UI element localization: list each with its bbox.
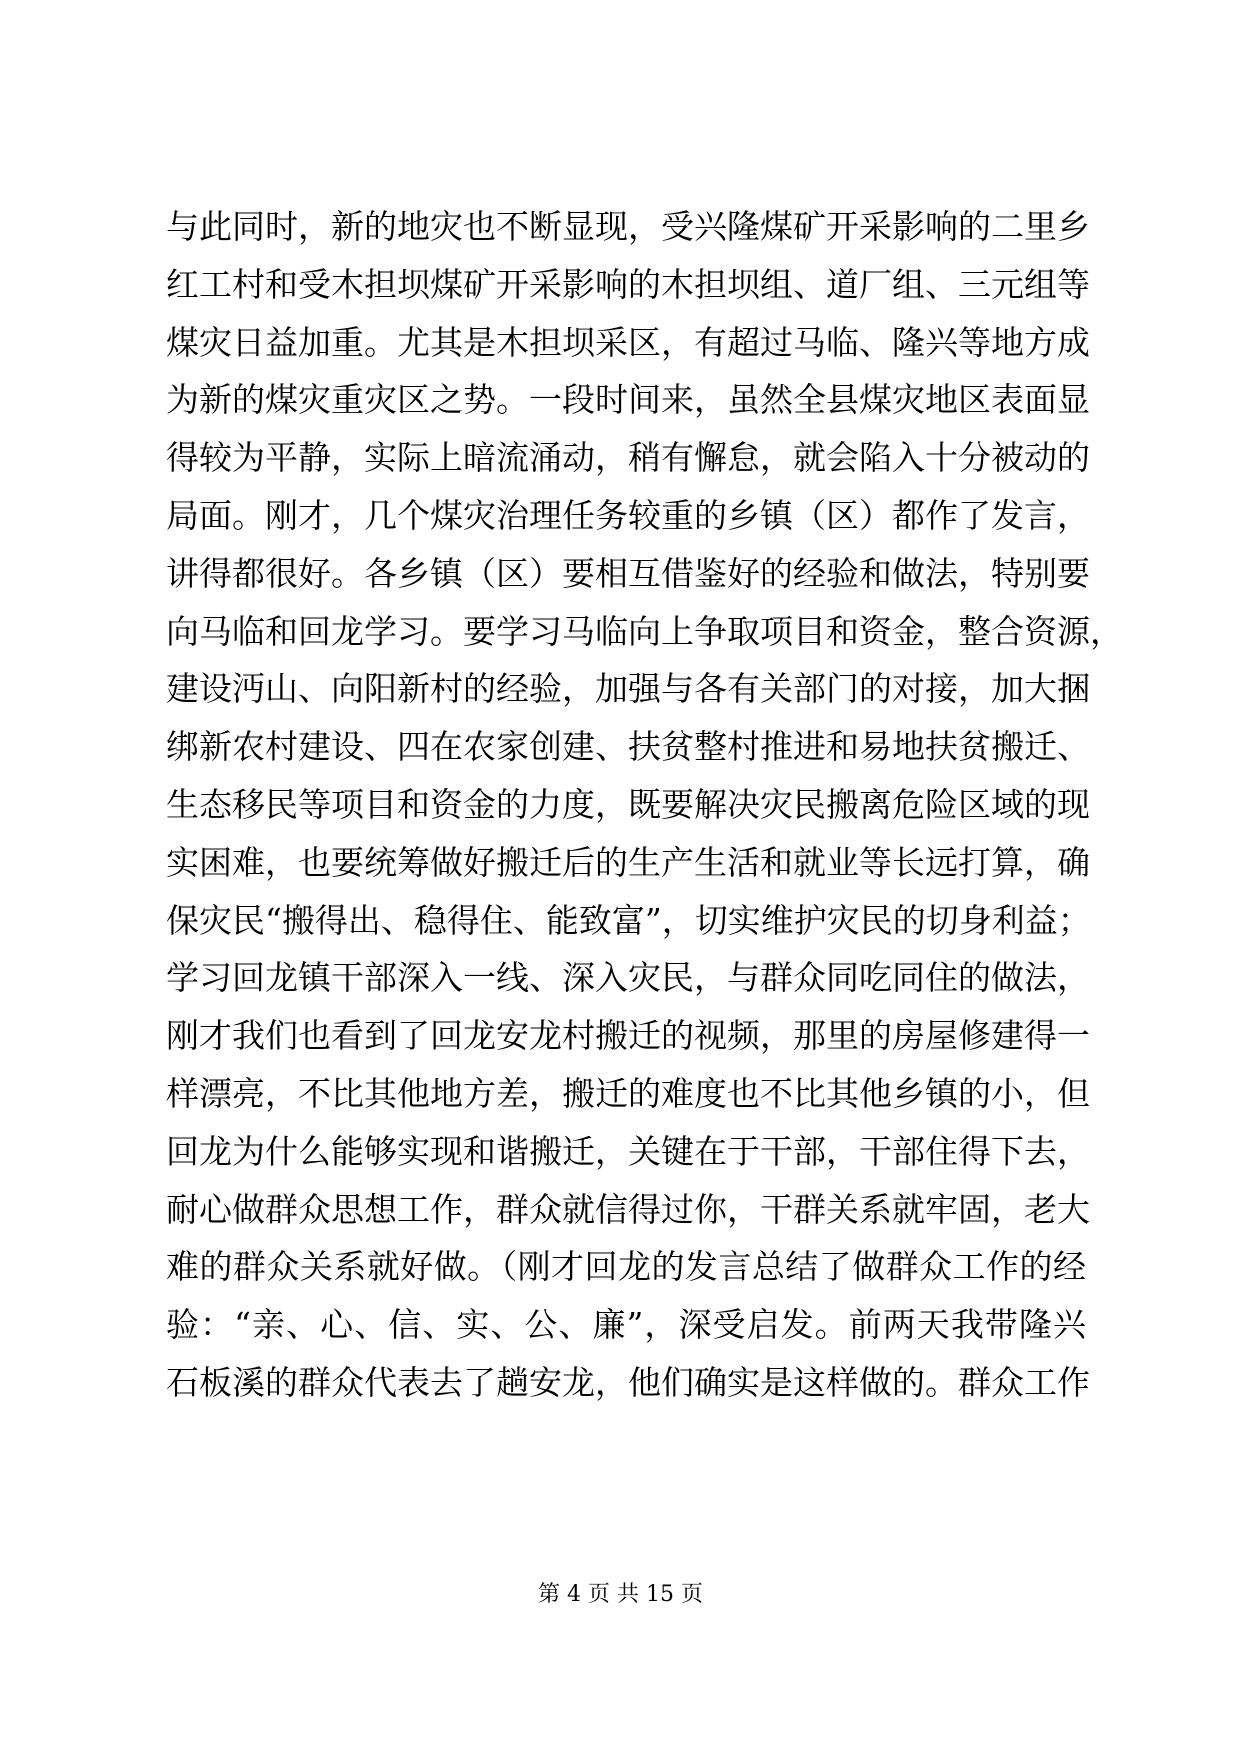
text-line: 样漂亮，不比其他地方差，搬迁的难度也不比其他乡镇的小，但 [166,1073,1090,1113]
text-line: 绑新农村建设、四在农家创建、扶贫整村推进和易地扶贫搬迁、 [166,727,1090,767]
text-line: 难的群众关系就好做。（刚才回龙的发言总结了做群众工作的经 [166,1247,1086,1287]
text-line: 局面。刚才，几个煤灾治理任务较重的乡镇（区）都作了发言， [166,495,1090,535]
text-line: 验：“亲、心、信、实、公、廉”，深受启发。前两天我带隆兴 [166,1305,1086,1345]
text-line: 实困难，也要统筹做好搬迁后的生产生活和就业等长远打算，确 [166,842,1090,882]
text-line: 生态移民等项目和资金的力度，既要解决灾民搬离危险区域的现 [166,784,1090,824]
text-line: 刚才我们也看到了回龙安龙村搬迁的视频，那里的房屋修建得一 [166,1016,1090,1056]
text-line: 讲得都很好。各乡镇（区）要相互借鉴好的经验和做法，特别要 [166,553,1090,593]
text-line: 与此同时，新的地灾也不断显现，受兴隆煤矿开采影响的二里乡 [166,207,1090,246]
text-line: 回龙为什么能够实现和谐搬迁，关键在于干部，干部住得下去， [166,1131,1090,1171]
page-footer: 第 4 页 共 15 页 [538,1582,703,1607]
text-line: 煤灾日益加重。尤其是木担坝采区，有超过马临、隆兴等地方成 [166,322,1090,362]
text-line: 为新的煤灾重灾区之势。一段时间来，虽然全县煤灾地区表面显 [166,380,1090,420]
text-line: 得较为平静，实际上暗流涌动，稍有懈怠，就会陷入十分被动的 [166,438,1090,478]
text-line: 耐心做群众思想工作，群众就信得过你，干群关系就牢固，老大 [166,1189,1090,1229]
text-line: 保灾民“搬得出、稳得住、能致富”，切实维护灾民的切身利益； [166,900,1091,940]
text-line: 建设沔山、向阳新村的经验，加强与各有关部门的对接，加大捆 [166,669,1090,709]
text-line: 学习回龙镇干部深入一线、深入灾民，与群众同吃同住的做法， [166,958,1090,998]
text-line: 向马临和回龙学习。要学习马临向上争取项目和资金，整合资源， [166,611,1123,651]
text-line: 石板溪的群众代表去了趟安龙，他们确实是这样做的。群众工作 [166,1362,1090,1402]
text-line: 红工村和受木担坝煤矿开采影响的木担坝组、道厂组、三元组等 [166,264,1090,304]
body-paragraph [166,198,1123,1412]
